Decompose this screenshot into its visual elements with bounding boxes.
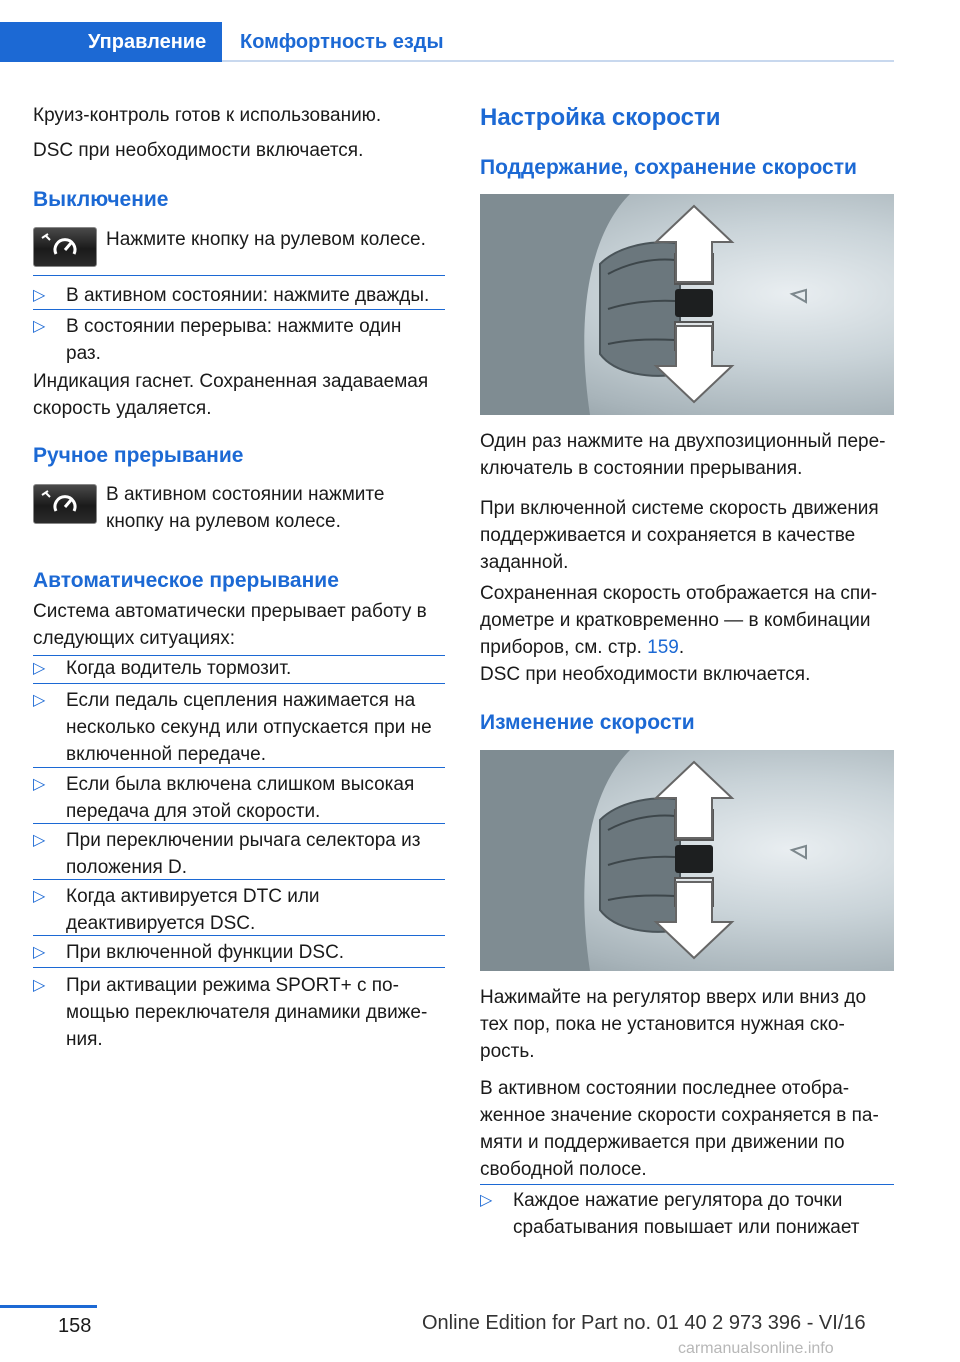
edition-footer: Online Edition for Part no. 01 40 2 973 396 - VI/16 <box>422 1312 866 1334</box>
watermark: carmanualsonline.info <box>678 1340 834 1357</box>
switch-off-text: Нажмите кнопку на рулевом колесе. <box>106 229 426 250</box>
once-line1: Один раз нажмите на двухпозиционный пере- <box>480 431 886 452</box>
paragraph-ready: Круиз-контроль готов к использованию. <box>33 105 382 126</box>
page-marker-line <box>0 1305 97 1308</box>
list-item: ▷ Когда активируется DTC или деактивируется DSC. <box>33 883 445 937</box>
active-line1: В активном состоянии последнее отобра- <box>480 1078 850 1099</box>
paragraph-dsc: DSC при необходимости включается. <box>33 140 364 161</box>
triangle-bullet-icon: ▷ <box>33 977 46 994</box>
active-line4: свободной полосе. <box>480 1159 647 1180</box>
list-item: ▷ При активации режима SPORT+ с по- мощью переключателя динамики движе- ния. <box>33 972 445 1053</box>
separator <box>33 309 445 310</box>
paragraph-dsc-right: DSC при необходимости включается. <box>480 664 811 685</box>
active-line2: женное значение скорости сохраняется в па- <box>480 1105 879 1126</box>
list-item: ▷ Если была включена слишком высокая передача для этой скорости. <box>33 771 445 825</box>
separator <box>33 935 445 936</box>
auto-intro-line1: Система автоматически прерывает работу в <box>33 601 427 622</box>
triangle-bullet-icon: ▷ <box>33 692 46 709</box>
triangle-bullet-icon: ▷ <box>33 287 46 304</box>
list-item: ▷ Если педаль сцепления нажимается на несколько секунд или отпускается при не включенной передаче. <box>33 687 445 768</box>
separator <box>33 879 445 880</box>
steering-wheel-photo <box>480 750 894 971</box>
separator <box>33 967 445 968</box>
cruise-control-button-icon <box>33 484 97 524</box>
active-line3: мяти и поддерживается при движении по <box>480 1132 845 1153</box>
separator <box>33 767 445 768</box>
list-item: ▷ В состоянии перерыва: нажмите один раз. <box>33 313 445 367</box>
triangle-bullet-icon: ▷ <box>33 944 46 961</box>
once-line2: ключатель в состоянии прерывания. <box>480 458 803 479</box>
on-line1: При включенной системе скорость движения <box>480 498 879 519</box>
manual-text-line2: кнопку на рулевом колесе. <box>106 511 341 532</box>
separator <box>33 683 445 684</box>
steering-wheel-photo <box>480 194 894 415</box>
separator <box>33 823 445 824</box>
press-line1: Нажимайте на регулятор вверх или вниз до <box>480 987 867 1008</box>
triangle-bullet-icon: ▷ <box>33 660 46 677</box>
heading-keep-speed: Поддержание, сохранение скорости <box>480 156 857 179</box>
cruise-control-button-icon <box>33 227 97 267</box>
on-line3: заданной. <box>480 552 569 573</box>
press-line3: рость. <box>480 1041 535 1062</box>
saved-line3: приборов, см. стр. 159. <box>480 637 685 658</box>
auto-intro-line2: следующих ситуациях: <box>33 628 236 649</box>
tab-controls[interactable]: Управление <box>0 22 222 62</box>
list-item: ▷ В активном состоянии: нажмите дважды. <box>33 282 445 309</box>
separator <box>33 275 445 276</box>
manual-text-line1: В активном состоянии нажмите <box>106 484 385 505</box>
list-item: ▷ При переключении рычага селектора из положения D. <box>33 827 445 881</box>
heading-change-speed: Изменение скорости <box>480 711 695 734</box>
header-divider <box>222 60 894 62</box>
switch-off-result-line1: Индикация гаснет. Сохраненная задаваемая <box>33 371 429 392</box>
heading-speed-setting: Настройка скорости <box>480 104 721 131</box>
triangle-bullet-icon: ▷ <box>480 1192 493 1209</box>
switch-off-result-line2: скорость удаляется. <box>33 398 212 419</box>
triangle-bullet-icon: ▷ <box>33 776 46 793</box>
heading-switch-off: Выключение <box>33 188 169 211</box>
page-reference-link[interactable]: 159 <box>647 637 679 658</box>
triangle-bullet-icon: ▷ <box>33 832 46 849</box>
tab-driving-comfort[interactable]: Комфортность езды <box>240 31 444 53</box>
list-item: ▷ При включенной функции DSC. <box>33 939 445 966</box>
heading-manual-interrupt: Ручное прерывание <box>33 444 244 467</box>
page-number: 158 <box>58 1315 92 1337</box>
list-item: ▷ Каждое нажатие регулятора до точки срабатывания повышает или понижает <box>480 1187 894 1241</box>
press-line2: тех пор, пока не установится нужная ско- <box>480 1014 845 1035</box>
heading-auto-interrupt: Автоматическое прерывание <box>33 569 339 592</box>
triangle-bullet-icon: ▷ <box>33 888 46 905</box>
triangle-bullet-icon: ▷ <box>33 318 46 335</box>
separator <box>480 1184 894 1185</box>
saved-line2: дометре и кратковременно — в комбинации <box>480 610 871 631</box>
saved-line1: Сохраненная скорость отображается на спи- <box>480 583 878 604</box>
on-line2: поддерживается и сохраняется в качестве <box>480 525 856 546</box>
list-item: ▷ Когда водитель тормозит. <box>33 655 445 682</box>
